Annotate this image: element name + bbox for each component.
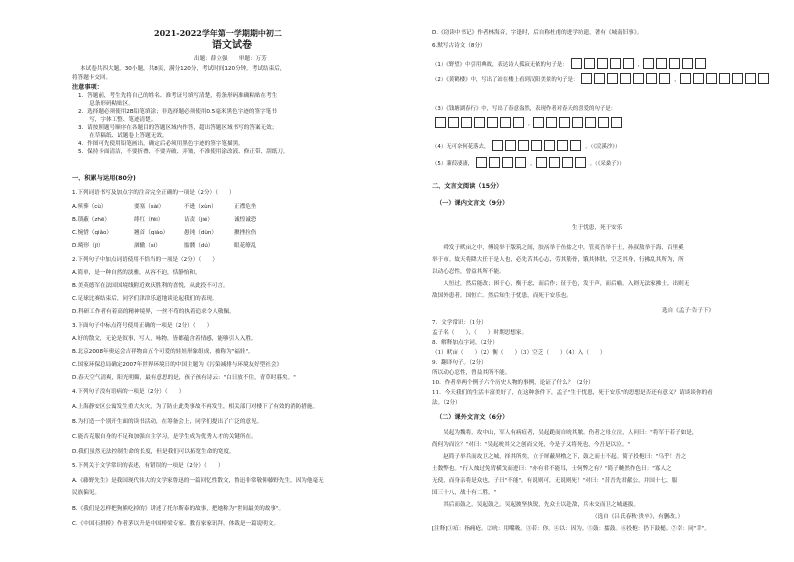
dictation-prompt: （4）无可奈何花落去， [432, 143, 490, 150]
option-line: C.能否克服自身的不足和加强自主学习，是学生成为优秀人才的关键所在。 [72, 434, 257, 440]
question-9-line: 所以动心忍性，曾益其所不能。 [432, 370, 511, 376]
answer-box[interactable] [659, 73, 670, 84]
answer-box[interactable] [536, 157, 547, 168]
option-line: 民族偏见。 [72, 490, 100, 496]
passage2-line: 无使，而身亲将是众也，子曰"不能"。有说则可，无说则死！"对曰："昔吾先君献公，并国十七，服 [432, 478, 678, 484]
answer-box[interactable] [745, 73, 756, 84]
dictation-item-2 [432, 73, 772, 84]
option-line: D.科研工作者有着高的精神境界，一丝不苟的执着追求令人敬佩。 [72, 309, 235, 315]
answer-box[interactable] [544, 140, 555, 151]
exam-header: 2021-2022学年第一学期期中初二 [154, 28, 282, 38]
dictation-prompt: （3）《钱塘湖春行》中，写出了春意盎然，表现作者对春天的喜爱的句子是： [432, 106, 617, 112]
option-cell: C.惋惜（qiǎo） [72, 230, 113, 236]
dictation-prompt: （1）《野望》中引用典故，表达诗人孤寂无依的句子是： [432, 61, 568, 68]
answer-box[interactable] [611, 117, 622, 128]
passage-line: 举于市。故天将降大任于是人也，必先苦其心志，劳其筋骨，饿其体肤，空乏其身，行拂乱其所为，所 [432, 257, 684, 263]
question-5: 5.下列关于文学常识的表述，有错误的一项是（2分）（ ） [72, 463, 224, 469]
passage2-line: 其后而鼓之，吴起鼓之，吴起披坚执锐，先众士以赴敌，兵未交而卫之城遂拔。 [432, 502, 639, 508]
passage2-notes: [注释]①疽：指痈疮。②吮：用嘴吸。③若：你。④以：因为。⑤鼓：擂鼓。⑥投枹：扔下鼓槌。⑦幸：同"幸"。 [432, 526, 711, 532]
question-2: 2.下列句子中加点词语使用不恰当的一项是（2分）（ ） [72, 257, 218, 263]
answer-box[interactable] [669, 58, 680, 69]
passage2-source: （选自《吕氏春秋·贵卒》，有删改。） [592, 514, 684, 520]
answer-box[interactable] [505, 140, 516, 151]
answer-box[interactable] [546, 117, 557, 128]
option-line: A.好的散文，无论是叙事，写人，咏物，皆都蕴含着情感，能够引人入胜。 [72, 336, 257, 342]
dictation-item-3 [432, 104, 772, 128]
option-cell: 涸辙（sì） [134, 243, 161, 249]
answer-box[interactable] [502, 157, 513, 168]
notice-line: 4．作图可先使用铅笔画出，确定后必须用黑色字迹的签字笔描黑。 [78, 141, 244, 147]
answer-box[interactable] [682, 58, 693, 69]
option-cell: 正襟危坐 [234, 204, 257, 210]
answer-boxes[interactable] [571, 58, 708, 69]
answer-box[interactable] [515, 157, 526, 168]
passage-line: 以动心忍性，曾益其所不能。 [432, 269, 505, 275]
question-11: 11．今天我们的生活丰富美好了，在这种条件下，孟子"生于忧患，死于安乐"的思想是否还有意义？请谈谈你的看 [432, 390, 713, 396]
option-cell: 骷髅（dú） [184, 243, 214, 249]
question-9: 9．翻译句子。（2分） [432, 360, 487, 366]
passage2-line: 士数弊也。"行人烛过免胄横戈而进曰："亦有君不能耳，士何弊之有？"简子艴然作色曰："寡人之 [432, 466, 672, 472]
answer-box[interactable] [732, 73, 743, 84]
notice-line: 写，字体工整、笔迹清楚。 [78, 117, 157, 123]
question-7: 7．文学常识：（1分） [432, 320, 487, 326]
dictation-item-1 [432, 58, 710, 69]
answer-box[interactable] [559, 117, 570, 128]
dictation-suffix: 。（《采桑子》） [589, 160, 625, 167]
answer-box[interactable] [643, 58, 654, 69]
question-10: 10．作者举两个例子六个历史人物的事例，论证了什么？（2分） [432, 380, 594, 386]
answer-box[interactable] [474, 117, 485, 128]
answer-box[interactable] [562, 157, 573, 168]
option-cell: 不逊（xùn） [184, 204, 217, 210]
left-column [72, 0, 402, 562]
answer-box[interactable] [680, 73, 691, 84]
answer-box[interactable] [487, 117, 498, 128]
option-line: A.简单，是一种自然的淡雅，从容不迫，恬静怡和。 [72, 270, 201, 276]
answer-box[interactable] [557, 140, 568, 151]
subsection-classical-extra: （二）课外文言文（6分） [436, 414, 509, 421]
option-cell: 翘首（qiáo） [134, 230, 169, 236]
answer-box[interactable] [435, 117, 446, 128]
answer-box[interactable] [585, 117, 596, 128]
dictation-prompt: （5）蒹葭凄凄， [432, 160, 474, 167]
passage2-line: 国三十八，战十有二胜。" [432, 490, 497, 496]
answer-box[interactable] [581, 73, 592, 84]
option-cell: D.畸形（jī） [72, 243, 104, 249]
answer-box[interactable] [572, 117, 583, 128]
option-cell: 愚钝（dùn） [184, 230, 218, 236]
answer-box[interactable] [695, 58, 706, 69]
answer-box[interactable] [533, 117, 544, 128]
answer-box[interactable] [656, 58, 667, 69]
passage2-line: 赵简子举兵而攻卫之城，择其所矣，立于犀蔽屏橹之下，鼓之而士不起。简子投枹曰："乌乎！吾之 [432, 454, 687, 460]
question-4: 4.下列句子没有语病的一项是（2分）（ ） [72, 389, 185, 395]
dictation-suffix: 。（《浣溪沙》） [585, 143, 621, 150]
notice-line: 5．保持卡面清洁，不要折叠、不要弄破、弄皱，不准使用涂改液、修正带、刮纸刀。 [78, 149, 289, 155]
answer-box[interactable] [500, 117, 511, 128]
passage-line: 人恒过，然后能改；困于心，衡于虑，而后作；征于色，发于声，而后喻。入则无法家拂士，出则无 [432, 281, 690, 287]
answer-box[interactable] [492, 140, 503, 151]
option-cell: 诘责（jié） [184, 217, 213, 223]
passage-source: 选自《孟子·告子下》 [662, 308, 715, 314]
answer-box[interactable] [570, 140, 581, 151]
dictation-item-5 [432, 157, 625, 168]
dictation-item-4 [432, 140, 620, 151]
option-line: B.为打造一个别开生面的读书活动，在筹备会上，同学们提出了广泛的意见。 [72, 419, 263, 425]
option-line: B.美英德军在法国国境线附近欢庆胜利的喜悦，从此投不可言。 [72, 283, 229, 289]
intro-line-1: 本试卷共四大题，30小题，共8页，满分120分，考试时间120分钟。考试结束后， [80, 66, 286, 72]
option-cell: 要塞（sài） [134, 204, 165, 210]
option-cell: A.殡葬（cù） [72, 204, 107, 210]
notice-line: 3．请按照题号顺序在各题目的答题区域内作答，超出答题区域书写的答案无效； [78, 125, 278, 131]
answer-box[interactable] [513, 117, 524, 128]
answer-boxes[interactable] [435, 117, 624, 128]
passage2-line: 吴起为魏将，攻中山，军人有病疽者，吴起跪而自吮其脓。伤者之母立泣，人问曰："将军于若子如是， [432, 430, 698, 436]
question-7-line: 孟子名（ ），（ ）时期思想家。 [432, 330, 528, 336]
question-3: 3.下面句子中标点符号使用正确的一项是（2分）（ ） [72, 323, 213, 329]
answer-box[interactable] [584, 58, 595, 69]
notice-heading: 注意事项： [72, 84, 103, 91]
answer-box[interactable] [646, 73, 657, 84]
answer-box[interactable] [623, 58, 634, 69]
option-cell: 诚惶诚恐 [234, 217, 257, 223]
answer-box[interactable] [448, 117, 459, 128]
answer-box[interactable] [476, 157, 487, 168]
answer-box[interactable] [633, 73, 644, 84]
option-line: D.我们虽然无法控制生命的长度，但是我们可以拓宽生命的宽度。 [72, 449, 235, 455]
option-line: C.足球比赛结束后，同学们津津乐道地谈论起我们的表现。 [72, 296, 218, 302]
answer-box[interactable] [597, 58, 608, 69]
question-1: 1.下列词语书写及加点字的注音完全正确的一项是（2分）（ ） [72, 190, 235, 196]
question-6: 6.默写古诗文（8分） [432, 43, 486, 49]
answer-box[interactable] [594, 73, 605, 84]
answer-box[interactable] [620, 73, 631, 84]
option-line: C.国家环保总局确定2007年世界环境日的中国主题为《污染减排与环境友好型社会》 [72, 362, 283, 368]
comma-separator: ， [530, 160, 536, 167]
answer-boxes[interactable] [476, 157, 587, 168]
option-cell: B.锁蔽（zhē） [72, 217, 110, 223]
answer-box[interactable] [607, 73, 618, 84]
answer-box[interactable] [693, 73, 704, 84]
notice-line: 2．选择题必须使用2B铅笔填涂；非选择题必须使用0.5毫米黑色字迹的签字笔书 [78, 109, 277, 115]
section-1-heading: 一、积累与运用(80分) [72, 175, 136, 182]
notice-line: 1．答题前，考生先将自己的姓名、准考证号填写清楚，将条形码准确粘贴在考生 [78, 93, 278, 99]
option-cell: 绯红（fēi） [134, 217, 164, 223]
answer-box[interactable] [719, 73, 730, 84]
answer-boxes[interactable] [581, 73, 770, 84]
answer-box[interactable] [461, 117, 472, 128]
answer-box[interactable] [549, 157, 560, 168]
q5-option-d: D.《窃读中书记》作者林海音，字逢时，后自称杜甫的进学坊遗，著有《城南旧事》。 [432, 30, 643, 36]
passage-line: 敌国外患者，国恒亡。然后知生于忧患，而死于安乐也。 [432, 293, 572, 299]
passage-line: 舜发于畎亩之中，傅说举于版筑之间，胶鬲举于鱼盐之中，管夷吾举于士，孙叔敖举于海，百里奚 [432, 245, 684, 251]
answer-boxes[interactable] [492, 140, 583, 151]
question-8: 8．解释加点字词。（2分） [432, 340, 498, 346]
answer-box[interactable] [518, 140, 529, 151]
option-cell: 揪挫拉伤 [234, 230, 257, 236]
option-line: A.《藤野先生》是我国现代伟大的文学家鲁迅的一篇回忆性散文，鲁迅非常敬仰藤野先生，因为他毫无 [72, 478, 324, 484]
answer-box[interactable] [610, 58, 621, 69]
answer-box[interactable] [598, 117, 609, 128]
answer-box[interactable] [575, 157, 586, 168]
passage-title: 生于忧患，死于安乐 [572, 225, 623, 231]
answer-box[interactable] [758, 73, 769, 84]
option-line: B.北京2008年奥运会吉祥物由五个可爱的娃娃形象组成，被称为"福娃"。 [72, 349, 254, 355]
right-column [432, 0, 772, 562]
notice-line: 息条形码粘贴区。 [78, 101, 134, 107]
option-cell: 眼花缭乱 [234, 243, 257, 249]
subsection-classical-in-class: （一）课内文言文（9分） [436, 200, 509, 207]
option-line: D.春天空气清爽，阳光明媚，最有意思的是，孩子孩有诗云："白日放不住，青草时暮矣。" [72, 375, 296, 381]
answer-box[interactable] [489, 157, 500, 168]
dictation-prompt: （2）《黄鹤楼》中，写出了站在楼上看到汉阳美景的句子是： [432, 76, 579, 83]
option-line: B.《我们是怎样把狗熊吃掉的》讲述了托尔斯泰的故事，把她称为"世间最美的故事"。 [72, 506, 285, 512]
option-line: A.上海静安区公寓发生重大火灾，为了防止此类事故不再发生，相关部门对楼下了有效的消防措施。 [72, 404, 319, 410]
question-8-line: （1）畎亩（ ）（2）衡（ ）（3）空乏（ ）（4）入（ ） [432, 350, 606, 356]
notice-line: 在草稿纸、试题卷上答题无效。 [78, 133, 168, 139]
option-line: C.《中国石拱桥》作者茅以升是中国桥梁专家、教育家家讯拜，体裁是一篇说明文。 [72, 521, 280, 527]
exam-authors: 出题：薛立强 审题：万芳 [194, 56, 267, 62]
answer-box[interactable] [571, 58, 582, 69]
section-2-heading: 二、文言文阅读（15分） [432, 183, 503, 190]
exam-title: 语文试卷 [212, 40, 252, 51]
answer-box[interactable] [531, 140, 542, 151]
passage2-line: 尚何为而泣？"对曰："吴起吮其父之创而父死，今是子又将死也，今吾是以泣。" [432, 442, 630, 448]
comma-separator: ， [674, 76, 680, 83]
intro-line-2: 将答题卡交回。 [72, 75, 112, 81]
comma-separator: ， [528, 120, 534, 127]
comma-separator: ， [637, 61, 643, 68]
question-11-cont: 法。（2分） [432, 400, 461, 406]
answer-box[interactable] [706, 73, 717, 84]
